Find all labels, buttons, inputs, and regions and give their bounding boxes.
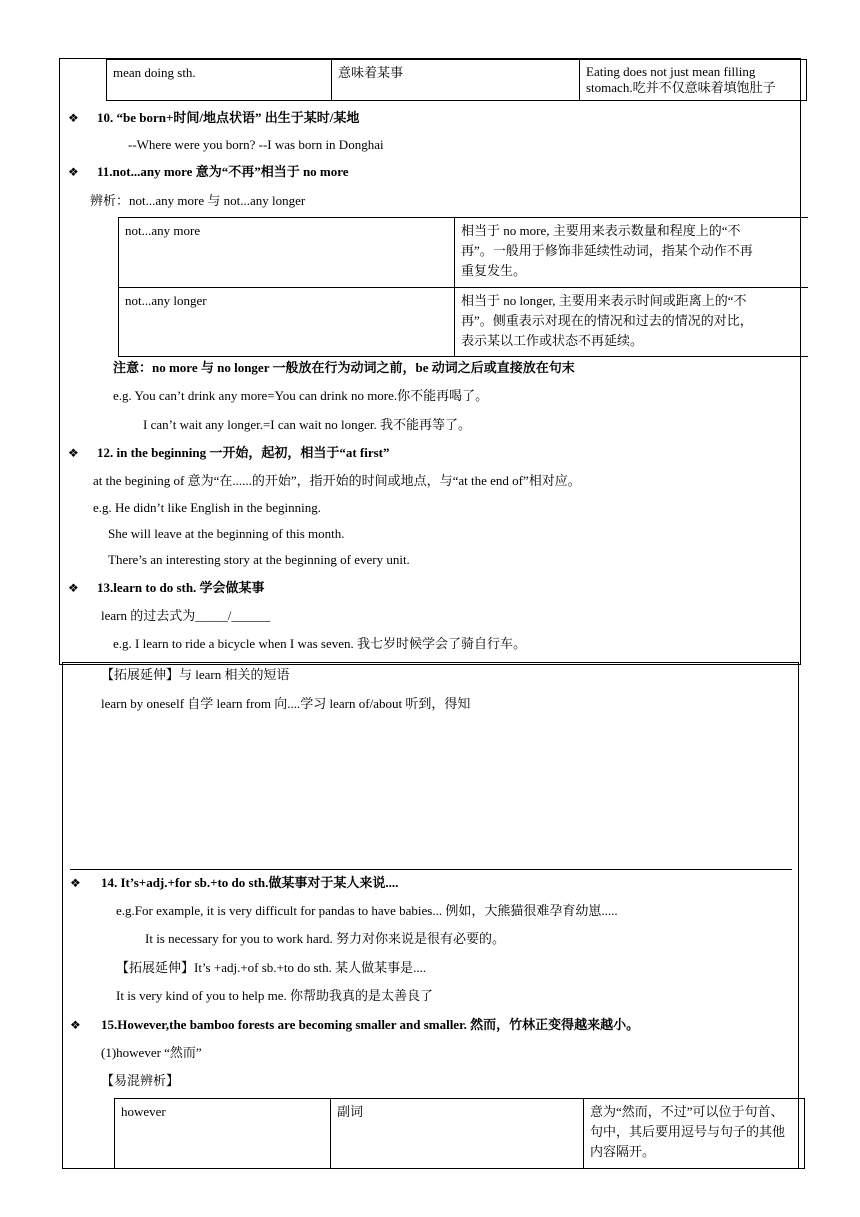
- item-13-example: e.g. I learn to ride a bicycle when I was seven. 我七岁时候学会了骑自行车。: [113, 636, 527, 651]
- bullet-icon: ❖: [68, 165, 79, 179]
- item-14-example-1: e.g.For example, it is very difficult for pandas to have babies... 例如，大熊猫很难孕育幼崽.....: [116, 903, 618, 918]
- item-12-line-1: at the begining of 意为“在......的开始”，指开始的时间或地点，与“at the end of”相对应。: [93, 473, 581, 488]
- table-cell: not...any more: [119, 218, 455, 288]
- item-14-title: 14. It’s+adj.+for sb.+to do sth.做某事对于某人来说....: [101, 875, 399, 890]
- item-12-example-2: She will leave at the beginning of this month.: [108, 526, 345, 541]
- item-10-title: 10. “be born+时间/地点状语” 出生于某时/某地: [97, 110, 360, 125]
- compare-table: [118, 217, 809, 357]
- item-15-confuse-label: 【易混辨析】: [101, 1073, 180, 1088]
- item-15-title: 15.However,the bamboo forests are becoming smaller and smaller. 然而，竹林正变得越来越小。: [101, 1017, 640, 1032]
- item-13-extension-line: learn by oneself 自学 learn from 向....学习 learn of/about 听到，得知: [101, 696, 471, 711]
- table-cell: not...any longer: [119, 288, 455, 357]
- table-row: [115, 1099, 805, 1169]
- table-cell: 相当于 no longer, 主要用来表示时间或距离上的“不 再”。侧重表示对现在的情况和过去的情况的对比， 表示某以工作或状态不再延续。: [455, 288, 809, 357]
- table-cell: mean doing sth.: [107, 60, 332, 101]
- item-11-title: 11.not...any more 意为“不再”相当于 no more: [97, 164, 349, 179]
- item-14-extension: 【拓展延伸】It’s +adj.+of sb.+to do sth. 某人做某事是....: [116, 960, 427, 975]
- item-11-note: 注意：no more 与 no longer 一般放在行为动词之前，be 动词之后或直接放在句末: [113, 360, 575, 375]
- item-14-example-2: It is necessary for you to work hard. 努力对你来说是很有必要的。: [145, 931, 505, 946]
- item-12-example-3: There’s an interesting story at the beginning of every unit.: [108, 552, 410, 567]
- top-table: [106, 59, 807, 101]
- bullet-icon: ❖: [68, 581, 79, 595]
- table-row: [119, 218, 809, 288]
- page-edge-mask: [808, 0, 860, 1217]
- table-cell: however: [115, 1099, 331, 1169]
- item-10-example: --Where were you born? --I was born in Donghai: [128, 137, 384, 152]
- table-row: [119, 288, 809, 357]
- bullet-icon: ❖: [68, 446, 79, 460]
- table-cell: 意味着某事: [332, 60, 580, 101]
- table-cell: 意为“然而，不过”可以位于句首、 句中，其后要用逗号与句子的其他 内容隔开。: [584, 1099, 805, 1169]
- item-13-past-tense: learn 的过去式为_____/______: [101, 608, 271, 623]
- section-divider: [70, 869, 792, 870]
- however-table: [114, 1098, 805, 1169]
- bullet-icon: ❖: [70, 876, 81, 890]
- item-13-title: 13.learn to do sth. 学会做某事: [97, 580, 265, 595]
- bullet-icon: ❖: [70, 1018, 81, 1032]
- table-row: [107, 60, 807, 101]
- item-11-example-1: e.g. You can’t drink any more=You can drink no more.你不能再喝了。: [113, 388, 489, 403]
- item-11-analysis: 辨析：not...any more 与 not...any longer: [90, 193, 306, 208]
- bullet-icon: ❖: [68, 111, 79, 125]
- table-cell: 相当于 no more, 主要用来表示数量和程度上的“不 再”。一般用于修饰非延续性动词，指某个动作不再 重复发生。: [455, 218, 809, 288]
- item-12-title: 12. in the beginning 一开始，起初，相当于“at first”: [97, 445, 390, 460]
- item-11-example-2: I can’t wait any longer.=I can wait no longer. 我不能再等了。: [143, 417, 472, 432]
- item-12-example-1: e.g. He didn’t like English in the beginning.: [93, 500, 321, 515]
- item-14-extension-example: It is very kind of you to help me. 你帮助我真的是太善良了: [116, 988, 434, 1003]
- item-13-extension-title: 【拓展延伸】与 learn 相关的短语: [101, 667, 290, 682]
- table-cell: 副词: [331, 1099, 584, 1169]
- item-15-sub: (1)however “然而”: [101, 1045, 202, 1060]
- table-cell: Eating does not just mean filling stomach.吃并不仅意味着填饱肚子: [580, 60, 807, 101]
